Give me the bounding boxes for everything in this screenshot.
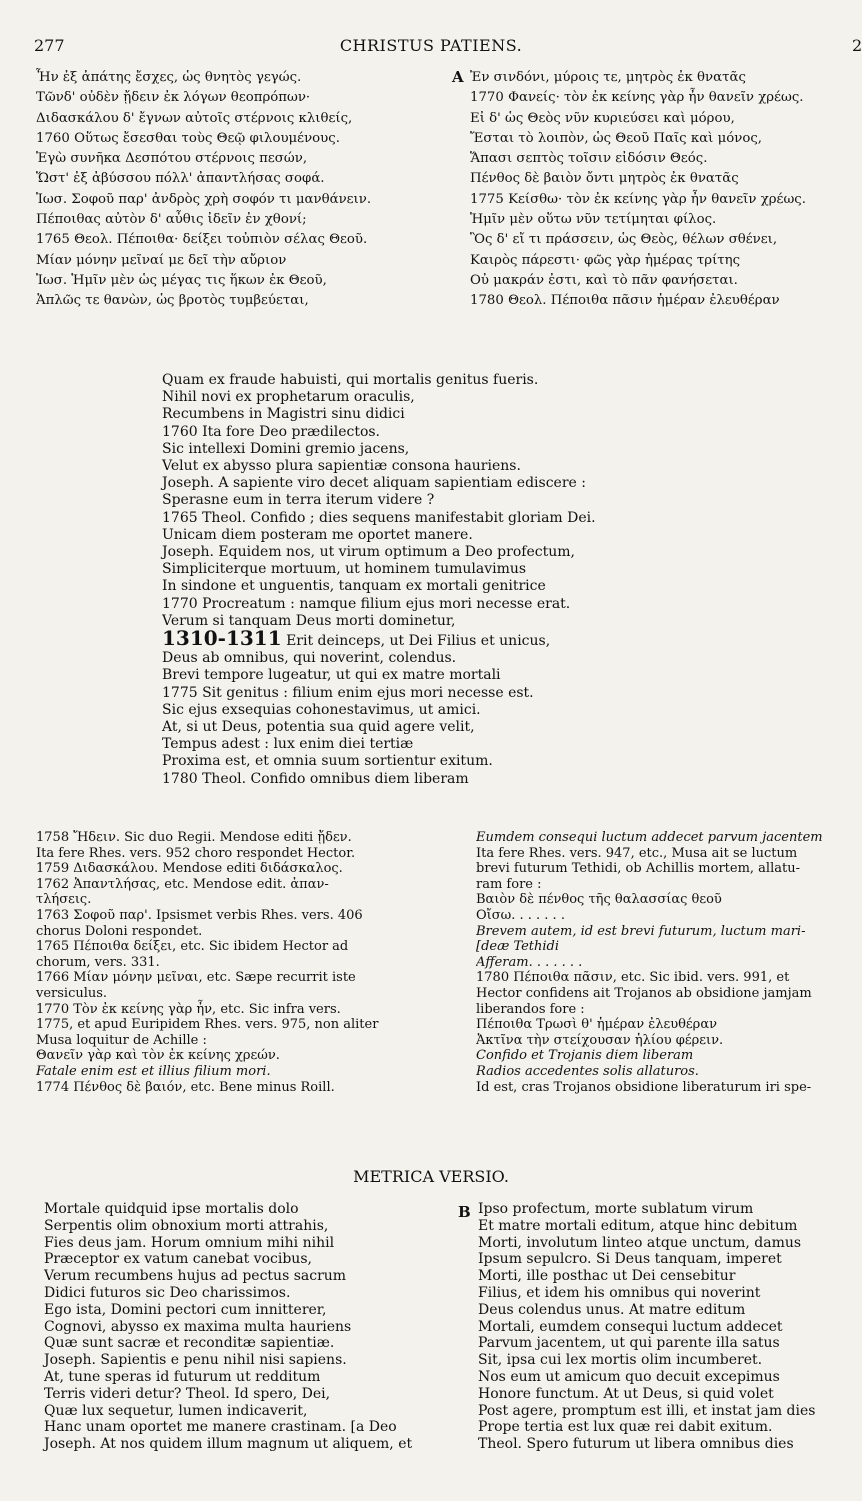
verse-line: Mortale quidquid ipse mortalis dolo xyxy=(44,1201,299,1217)
latin-line: At, si ut Deus, potentia sua quid agere velit, xyxy=(162,719,475,736)
greek-line: Οὐ μακράν ἐστι, καὶ τὸ πᾶν φανήσεται. xyxy=(470,272,738,288)
note-line: Hector confidens ait Trojanos ab obsidione jamjam xyxy=(476,985,812,1001)
verse-line: Quæ sunt sacræ et reconditæ sapientiæ. xyxy=(44,1335,335,1352)
note-line: 1759 Διδασκάλου. Mendose editi διδάσκαλος. xyxy=(36,861,343,877)
greek-line: Ἔσται τὸ λοιπὸν, ὡς Θεοῦ Παῖς καὶ μόνος, xyxy=(470,130,762,146)
note-line: Οἴσω. . . . . . . xyxy=(476,907,565,923)
latin-line: 1780 Theol. Confido omnibus diem liberam xyxy=(162,770,469,787)
note-line: brevi futurum Tethidi, ob Achillis mortem, allatu- xyxy=(476,861,800,877)
verse-line: Morti, involutum linteo atque unctum, damus xyxy=(478,1234,802,1251)
note-line: Afferam. . . . . . . xyxy=(476,954,583,970)
column-marker-b: B xyxy=(458,1203,471,1221)
notes-right xyxy=(476,830,862,1095)
note-line: Musa loquitur de Achille : xyxy=(36,1032,207,1048)
latin-line: 1760 Ita fore Deo prædilectos. xyxy=(162,423,381,440)
latin-line: In sindone et unguentis, tanquam ex mortali genitrice xyxy=(162,578,546,595)
verse-line: Honore functum. At ut Deus, si quid volet xyxy=(478,1385,774,1402)
section-title: METRICA VERSIO. xyxy=(353,1167,509,1186)
note-line: 1775, et apud Euripidem Rhes. vers. 975, non aliter xyxy=(36,1017,379,1033)
note-line: chorum, vers. 331. xyxy=(36,954,160,970)
note-line: 1758 Ἤδειν. Sic duo Regii. Mendose editi ᾔδεν. xyxy=(36,830,352,845)
greek-line: Ἰωσ. Σοφοῦ παρ' ἀνδρὸς χρὴ σοφόν τι μανθάνειν. xyxy=(36,191,372,207)
verse-line: Hanc unam oportet me manere crastinam. [a Deo xyxy=(44,1419,397,1436)
greek-line: Ἅπασι σεπτὸς τοῖσιν εἰδόσιν Θεός. xyxy=(470,151,708,167)
latin-line: Sperasne eum in terra iterum videre ? xyxy=(162,492,435,509)
latin-line: Simpliciterque mortuum, ut hominem tumulavimus xyxy=(162,561,527,578)
note-line: 1765 Πέποιθα δείξει, etc. Sic ibidem Hector ad xyxy=(36,939,349,955)
greek-line: Εἰ δ' ὡς Θεὸς νῦν κυριεύσει καὶ μόρου, xyxy=(470,110,735,126)
verse-line: Serpentis olim obnoxium morti attrahis, xyxy=(44,1217,329,1234)
greek-line: Διδασκάλου δ' ἔγνων αὐτοῖς στέρνοις κλιθείς, xyxy=(36,110,353,126)
note-line: Id est, cras Trojanos obsidione liberaturum iri spe- xyxy=(476,1079,812,1095)
greek-line: Τῶνδ' οὐδὲν ᾔδειν ἐκ λόγων θεοπρόπων· xyxy=(36,90,311,106)
latin-line: Unicam diem posteram me oportet manere. xyxy=(162,526,473,543)
verse-line: Theol. Spero futurum ut libera omnibus dies xyxy=(478,1436,794,1453)
latin-line: Joseph. Equidem nos, ut virum optimum a Deo profectum, xyxy=(162,544,575,561)
verse-line: Ego ista, Domini pectori cum innitterer, xyxy=(44,1301,327,1318)
greek-line: Πένθος δὲ βαιὸν ὄντι μητρὸς ἐκ θνατᾶς xyxy=(470,171,739,187)
page-number-left: 277 xyxy=(34,36,65,55)
latin-line: Sic ejus exsequias cohonestavimus, ut amici. xyxy=(162,701,481,718)
verse-line: Fies deus jam. Horum omnium mihi nihil xyxy=(44,1234,335,1251)
verse-line: Nos eum ut amicum quo decuit excepimus xyxy=(478,1368,780,1385)
greek-line: Ὃς δ' εἴ τι πράσσειν, ὡς Θεὸς, θέλων σθένει, xyxy=(470,232,778,248)
metrica-versio-right xyxy=(478,1201,862,1453)
note-line: Ita fere Rhes. vers. 952 choro respondet Hector. xyxy=(36,845,356,861)
note-line: 1766 Μίαν μόνην μεῖναι, etc. Sæpe recurrit iste xyxy=(36,970,356,986)
latin-line: Joseph. A sapiente viro decet aliquam sapientiam ediscere : xyxy=(162,475,586,492)
verse-line: Deus colendus unus. At matre editum xyxy=(478,1301,746,1318)
verse-line: Et matre mortali editum, atque hinc debitum xyxy=(478,1217,798,1234)
verse-line: Didici futuros sic Deo charissimos. xyxy=(44,1284,291,1301)
metrica-versio-left xyxy=(44,1201,464,1453)
verse-line: Ipsum sepulcro. Si Deus tanquam, imperet xyxy=(478,1251,782,1268)
note-line: 1762 Ἀπαντλήσας, etc. Mendose edit. ἀπαν- xyxy=(36,876,329,892)
verse-line: Joseph. Sapientis e penu nihil nisi sapiens. xyxy=(44,1352,347,1369)
page-header xyxy=(0,36,862,56)
greek-line: Ὥστ' ἐξ ἀβύσσου πόλλ' ἀπαντλήσας σοφά. xyxy=(36,171,325,187)
note-line: Confido et Trojanis diem liberam xyxy=(476,1048,694,1064)
verse-line: Morti, ille posthac ut Dei censebitur xyxy=(478,1268,736,1285)
note-line: chorus Doloni respondet. xyxy=(36,923,203,939)
note-line: 1770 Τὸν ἐκ κείνης γὰρ ἦν, etc. Sic infra vers. xyxy=(36,1001,341,1017)
greek-line: Ἐν σινδόνι, μύροις τε, μητρὸς ἐκ θνατᾶς xyxy=(470,70,746,85)
page-number-right: 2 xyxy=(852,36,862,55)
greek-line: 1760 Οὕτως ἔσεσθαι τοὺς Θεῷ φιλουμένους. xyxy=(36,130,340,146)
greek-text-left xyxy=(36,68,446,312)
latin-line: Velut ex abysso plura sapientiæ consona hauriens. xyxy=(162,458,521,475)
note-line: ram fore : xyxy=(476,876,542,892)
verse-line: Filius, et idem his omnibus qui noverint xyxy=(478,1284,761,1301)
note-line: Brevem autem, id est brevi futurum, luctum mari- xyxy=(476,923,806,939)
verse-line: Joseph. At nos quidem illum magnum ut aliquem, et xyxy=(44,1436,413,1453)
note-line: [deæ Tethidi xyxy=(476,939,560,955)
note-line: Ita fere Rhes. vers. 947, etc., Musa ait se luctum xyxy=(476,845,798,861)
verse-line: At, tune speras id futurum ut redditum xyxy=(44,1368,321,1385)
greek-line: Πέποιθας αὐτὸν δ' αὖθις ἰδεῖν ἐν χθονί; xyxy=(36,212,307,228)
note-line: liberandos fore : xyxy=(476,1001,585,1017)
running-title: CHRISTUS PATIENS. xyxy=(339,36,523,55)
note-line: 1780 Πέποιθα πᾶσιν, etc. Sic ibid. vers. 991, et xyxy=(476,970,790,986)
greek-line: Ἰωσ. Ἡμῖν μὲν ὡς μέγας τις ἥκων ἐκ Θεοῦ, xyxy=(36,272,327,288)
verse-line: Præceptor ex vatum canebat vocibus, xyxy=(44,1251,312,1268)
greek-line: 1770 Φανείς· τὸν ἐκ κείνης γὰρ ἦν θανεῖν χρέως. xyxy=(470,90,804,106)
verse-line: Terris videri detur? Theol. Id spero, Dei, xyxy=(44,1385,331,1402)
note-line: τλήσεις. xyxy=(36,892,92,908)
latin-line: 1770 Procreatum : namque filium ejus mori necesse erat. xyxy=(162,595,571,612)
latin-line: 1765 Theol. Confido ; dies sequens manifestabit gloriam Dei. xyxy=(162,509,596,526)
greek-line: 1765 Θεολ. Πέποιθα· δείξει τοὐπιὸν σέλας Θεοῦ. xyxy=(36,232,368,248)
note-line: versiculus. xyxy=(36,985,108,1001)
verse-line: Parvum jacentem, ut qui parente illa satus xyxy=(478,1335,780,1352)
latin-line: Deus ab omnibus, qui noverint, colendus. xyxy=(162,650,457,667)
greek-line: Ἐγὼ συνῆκα Δεσπότου στέρνοις πεσών, xyxy=(36,151,308,167)
note-line: 1774 Πένθος δὲ βαιόν, etc. Bene minus Roill. xyxy=(36,1079,335,1095)
note-line: Fatale enim est et illius filium mori. xyxy=(36,1063,271,1079)
latin-line: Quam ex fraude habuisti, qui mortalis genitus fueris. xyxy=(162,372,539,388)
greek-line: 1775 Κείσθω· τὸν ἐκ κείνης γὰρ ἦν θανεῖν χρέως. xyxy=(470,191,806,207)
notes-left xyxy=(36,830,454,1095)
latin-line-rest: Erit deinceps, ut Dei Filius et unicus, xyxy=(281,633,551,650)
verse-line: Prope tertia est lux quæ rei dabit exitum. xyxy=(478,1419,773,1436)
greek-line: Μίαν μόνην μεῖναί με δεῖ τὴν αὔριον xyxy=(36,252,287,268)
column-number: 1310-1311 xyxy=(162,626,282,651)
verse-line: Mortali, eumdem consequi luctum addecet xyxy=(478,1318,783,1335)
greek-text-right xyxy=(470,68,862,312)
latin-line: 1775 Sit genitus : filium enim ejus mori necesse est. xyxy=(162,684,534,701)
greek-line: 1780 Θεολ. Πέποιθα πᾶσιν ἡμέραν ἐλευθέραν xyxy=(470,293,780,309)
latin-translation xyxy=(162,372,722,788)
greek-line: Ἦν ἐξ ἀπάτης ἔσχες, ὡς θνητὸς γεγώς. xyxy=(36,70,302,85)
note-line: Βαιὸν δὲ πένθος τῆς θαλασσίας θεοῦ xyxy=(476,892,722,908)
note-line: Radios accedentes solis allaturos. xyxy=(476,1063,699,1079)
greek-line: Ἁπλῶς τε θανὼν, ὡς βροτὸς τυμβεύεται, xyxy=(36,293,309,309)
latin-line: Sic intellexi Domini gremio jacens, xyxy=(162,440,410,457)
greek-line: Καιρὸς πάρεστι· φῶς γὰρ ἡμέρας τρίτης xyxy=(470,252,741,268)
verse-line: Quæ lux sequetur, lumen indicaverit, xyxy=(44,1402,308,1419)
note-line: 1763 Σοφοῦ παρ'. Ipsismet verbis Rhes. vers. 406 xyxy=(36,907,363,923)
latin-line: Proxima est, et omnia suum sortientur exitum. xyxy=(162,753,493,770)
verse-line: Cognovi, abysso ex maxima multa hauriens xyxy=(44,1318,352,1335)
latin-line xyxy=(162,626,722,651)
note-line: Ἀκτῖνα τὴν στείχουσαν ἡλίου φέρειν. xyxy=(476,1032,724,1048)
verse-line: Sit, ipsa cui lex mortis olim incumberet. xyxy=(478,1352,763,1369)
latin-line: Brevi tempore lugeatur, ut qui ex matre mortali xyxy=(162,667,501,684)
latin-line: Tempus adest : lux enim diei tertiæ xyxy=(162,736,414,753)
note-line: Eumdem consequi luctum addecet parvum jacentem xyxy=(476,830,823,845)
latin-line: Nihil novi ex prophetarum oraculis, xyxy=(162,389,415,406)
verse-line: Ipso profectum, morte sublatum virum xyxy=(478,1201,754,1217)
latin-line: Recumbens in Magistri sinu didici xyxy=(162,406,405,423)
note-line: Θανεῖν γὰρ καὶ τὸν ἐκ κείνης χρεών. xyxy=(36,1048,280,1064)
verse-line: Verum recumbens hujus ad pectus sacrum xyxy=(44,1268,347,1285)
note-line: Πέποιθα Τρωσὶ θ' ἡμέραν ἐλευθέραν xyxy=(476,1017,717,1033)
verse-line: Post agere, promptum est illi, et instat jam dies xyxy=(478,1402,816,1419)
greek-line: Ἡμῖν μὲν οὕτω νῦν τετίμηται φίλος. xyxy=(470,212,717,228)
column-marker-a: A xyxy=(452,68,464,86)
latin-line: Verum si tanquam Deus morti dominetur, xyxy=(162,612,456,629)
